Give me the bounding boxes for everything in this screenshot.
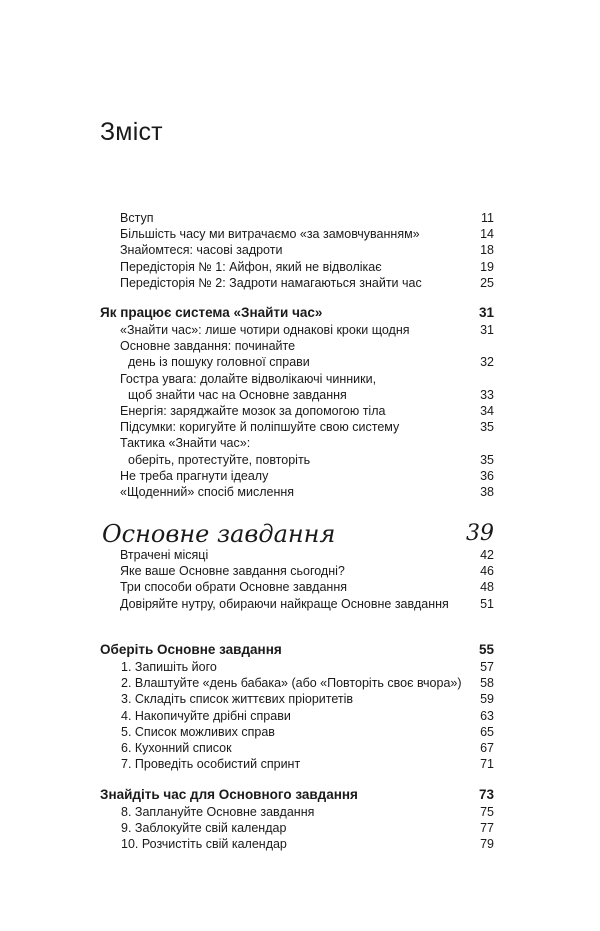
toc-entry <box>0 484 600 500</box>
toc-entry-title: Основне завдання <box>102 520 336 548</box>
toc-entry <box>0 691 600 707</box>
toc-entry-title: Підсумки: коригуйте й поліпшуйте свою систему <box>120 420 400 435</box>
toc-entry-page: 18 <box>480 243 494 258</box>
toc-entry <box>0 210 600 226</box>
toc-entry <box>0 322 600 338</box>
toc-entry-page: 14 <box>480 227 494 242</box>
toc-entry-page: 46 <box>480 564 494 579</box>
toc-entry <box>0 596 600 612</box>
toc-entry <box>0 820 600 836</box>
toc-entry-page: 39 <box>466 521 494 546</box>
toc-entry-title: Оберіть Основне завдання <box>100 642 282 657</box>
toc-entry-title: Основне завдання: починайте <box>120 339 296 354</box>
toc-entry-page: 48 <box>480 580 494 595</box>
toc-entry-page: 59 <box>480 692 494 707</box>
toc-entry <box>0 259 600 275</box>
toc-entry-page: 71 <box>480 757 494 772</box>
toc-entry <box>0 371 600 387</box>
toc-entry-title: щоб знайти час на Основне завдання <box>128 387 347 402</box>
toc-entry-page: 63 <box>480 708 494 723</box>
toc-entry-page: 34 <box>480 404 494 418</box>
section-heading <box>0 641 600 659</box>
toc-entry-title: 6. Кухонний список <box>121 741 232 755</box>
section-heading-script <box>0 519 600 549</box>
toc-entry <box>0 387 600 403</box>
toc-entry-page: 42 <box>480 548 494 562</box>
toc-entry-page: 65 <box>480 724 494 739</box>
toc-entry-page: 55 <box>478 642 494 657</box>
section-heading <box>0 304 600 322</box>
toc-entry <box>0 435 600 451</box>
toc-entry <box>0 579 600 595</box>
toc-entry-title: Передісторія № 2: Задроти намагаються знайти час <box>120 275 422 290</box>
toc-entry <box>0 675 600 691</box>
toc-entry-page: 75 <box>480 805 494 819</box>
toc-entry-title: 5. Список можливих справ <box>121 724 275 739</box>
toc-entry-page: 77 <box>480 821 494 836</box>
toc-entry-title: Знайомтеся: часові задроти <box>120 243 283 258</box>
toc-entry-title: Не треба прагнути ідеалу <box>120 468 269 483</box>
toc-entry-title: 7. Проведіть особистий спринт <box>121 757 301 772</box>
toc-entry-title: Передісторія № 1: Айфон, який не відволікає <box>120 259 382 274</box>
toc-entry-page: 19 <box>480 259 494 274</box>
toc-entry-title: Гостра увага: долайте відволікаючі чинники, <box>120 371 377 386</box>
toc-entry <box>0 338 600 354</box>
toc-entry-title: Три способи обрати Основне завдання <box>120 580 347 595</box>
toc-entry-title: Енергія: заряджайте мозок за допомогою тіла <box>120 404 386 418</box>
page-title: Зміст <box>100 118 163 146</box>
toc-entry <box>0 452 600 468</box>
toc-entry-page: 58 <box>480 676 494 691</box>
toc-entry <box>0 708 600 724</box>
toc-entry <box>0 242 600 258</box>
section-heading <box>0 786 600 804</box>
toc-entry-page: 79 <box>480 837 494 852</box>
toc-entry-title: Більшість часу ми витрачаємо «за замовчуванням» <box>120 227 420 242</box>
toc-entry-title: 8. Заплануйте Основне завдання <box>121 805 315 819</box>
toc-entry-title: 9. Заблокуйте свій календар <box>121 821 287 836</box>
toc-entry-page: 67 <box>480 741 494 755</box>
toc-entry-page: 51 <box>480 596 494 611</box>
toc-entry <box>0 354 600 370</box>
toc-entry-title: 1. Запишіть його <box>121 660 217 674</box>
toc-entry-title: «Щоденний» спосіб мислення <box>120 485 295 499</box>
toc-entry <box>0 756 600 772</box>
toc-entry-title: «Знайти час»: лише чотири однакові кроки щодня <box>120 323 410 337</box>
toc-entry-page: 11 <box>481 211 494 225</box>
toc-entry-title: Яке ваше Основне завдання сьогодні? <box>120 564 345 579</box>
toc-entry <box>0 275 600 291</box>
toc-entry <box>0 403 600 419</box>
toc-entry-page: 73 <box>478 787 494 802</box>
toc-entry-page: 35 <box>480 452 494 467</box>
toc-entry-title: 4. Накопичуйте дрібні справи <box>121 708 291 723</box>
toc-entry <box>0 419 600 435</box>
toc-entry <box>0 547 600 563</box>
toc-entry-page: 31 <box>480 323 494 337</box>
toc-entry-page: 25 <box>480 275 494 290</box>
toc-entry <box>0 836 600 852</box>
toc-entry <box>0 659 600 675</box>
toc-entry <box>0 226 600 242</box>
toc-entry <box>0 468 600 484</box>
toc-entry-page: 57 <box>480 660 494 674</box>
toc-entry <box>0 724 600 740</box>
toc-entry <box>0 804 600 820</box>
toc-entry-page: 35 <box>480 420 494 435</box>
toc-entry-title: Втрачені місяці <box>120 548 209 562</box>
toc-entry-page: 33 <box>480 387 494 402</box>
toc-entry <box>0 563 600 579</box>
toc-entry-title: Як працює система «Знайти час» <box>100 305 323 320</box>
toc-entry-title: Довіряйте нутру, обираючи найкраще Основне завдання <box>120 596 449 611</box>
toc-entry-page: 36 <box>480 468 494 483</box>
toc-entry-page: 38 <box>480 485 494 499</box>
toc-entry-title: день із пошуку головної справи <box>128 355 310 370</box>
toc-entry-title: оберіть, протестуйте, повторіть <box>128 452 311 467</box>
toc-entry-page: 32 <box>480 355 494 370</box>
toc-entry-title: 10. Розчистіть свій календар <box>121 837 287 852</box>
toc-entry-title: 2. Влаштуйте «день бабака» (або «Повторіть своє вчора») <box>121 676 462 691</box>
toc-entry-title: Тактика «Знайти час»: <box>120 436 251 451</box>
toc-entry-title: Вступ <box>120 211 154 225</box>
toc-entry <box>0 740 600 756</box>
toc-entry-title: 3. Складіть список життєвих пріоритетів <box>121 692 354 707</box>
toc-entry-title: Знайдіть час для Основного завдання <box>100 787 358 802</box>
toc-entry-page: 31 <box>478 305 494 320</box>
